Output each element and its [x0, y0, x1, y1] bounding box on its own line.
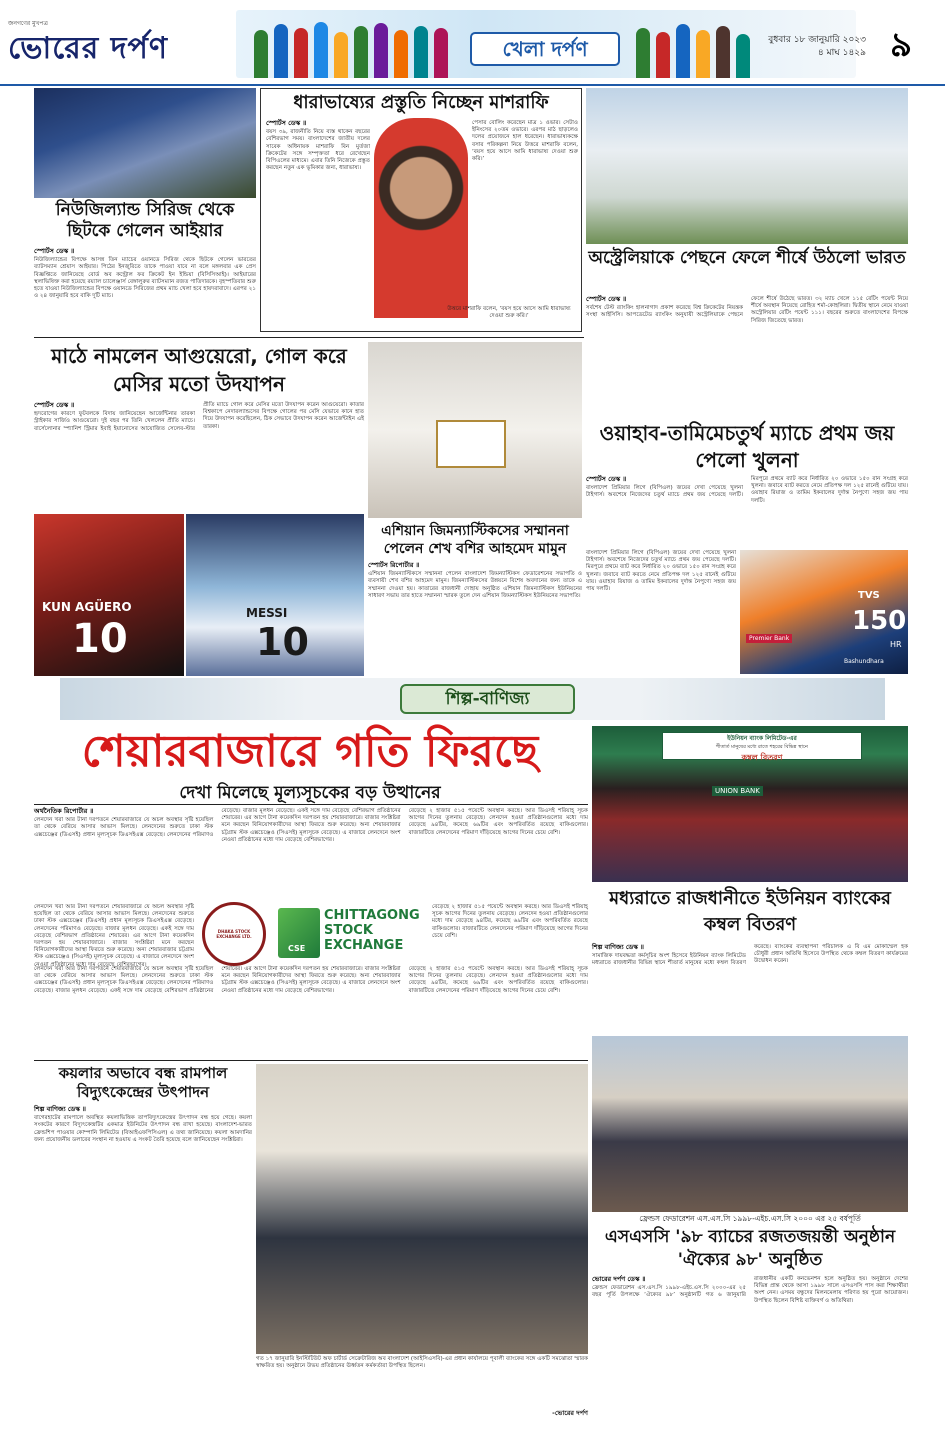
mashrafe-article-left [266, 120, 370, 316]
player-figure [374, 23, 388, 78]
iyer-byline: স্পোর্টস ডেস্ক ॥ [34, 247, 75, 255]
cse-name-line1: CHITTAGONG [324, 908, 420, 923]
ssc98-group-photo [592, 1036, 908, 1212]
player-figure [434, 28, 448, 78]
cse-mark-icon [278, 908, 320, 958]
date-gregorian: বুধবার ১৮ জানুয়ারি ২০২৩ [768, 35, 866, 45]
row-rule [34, 337, 584, 338]
photo-number-text: 150 [852, 606, 907, 636]
mashrafe-headline[interactable]: ধারাভাষ্যের প্রস্তুতি নিচ্ছেন মাশরাফি [293, 92, 549, 113]
india-team-photo [586, 88, 908, 244]
share-body-bottom: লেনদেন খরা আর টানা দরপতনে শেয়ারবাজারে যে অচল অবস্থার সৃষ্টি হয়েছিল তা থেকে বেরিয়ে আসার আভাস মিলছে। লেনদেনের শুরুতে ঢাকা স্টক এক্সচেঞ্জের (ডিএসই) প্রধান মূল্যসূচক ডিএসইএক্স বেড়েছে। লেনদেনের পরিমাণও বেড়েছে। বাজার মূলধন বেড়েছে। একই সঙ্গে দাম বেড়েছে বেশিরভাগ প্রতিষ্ঠানের শেয়ারের। এর আগে টানা কয়েকদিন দরপতন হয় শেয়ারবাজারে। বাজার সংশ্লিষ্টরা মনে করছেন বিনিয়োগকারীদের আস্থা ফিরতে শুরু করেছে। অন্য শেয়ারবাজার চট্টগ্রাম স্টক এক্সচেঞ্জেও (সিএসই) মূল্যসূচক বেড়েছে। এ বাজারে লেনদেনে অংশ নেওয়া প্রতিষ্ঠানের মধ্যে দাম বেড়েছে বেশিরভাগের। [34, 966, 401, 994]
khulna-byline: স্পোর্টস ডেস্ক ॥ [586, 475, 627, 483]
union-headline[interactable]: মধ্যরাতে রাজধানীতে ইউনিয়ন ব্যাংকের কম্বল বিতরণ [609, 888, 891, 935]
union-bank-sign: UNION BANK [712, 786, 763, 796]
aguero-byline: স্পোর্টস ডেস্ক ॥ [34, 401, 75, 409]
date-bengali: ৪ মাঘ ১৪২৯ [817, 48, 866, 58]
award-plaque [436, 420, 506, 468]
iyer-photo [34, 88, 256, 198]
ssc98-article [592, 1276, 908, 1416]
messi-jersey-number: 10 [256, 620, 309, 664]
share-headline[interactable]: শেয়ারবাজারে গতি ফিরছে [81, 726, 539, 777]
masthead [0, 0, 945, 86]
share-body-left: লেনদেন খরা আর টানা দরপতনে শেয়ারবাজারে যে অচল অবস্থার সৃষ্টি হয়েছিল তা থেকে বেরিয়ে আসার আভাস মিলছে। লেনদেনের শুরুতে ঢাকা স্টক এক্সচেঞ্জের (ডিএসই) প্রধান মূল্যসূচক ডিএসইএক্স বেড়েছে। লেনদেনের পরিমাণও বেড়েছে। বাজার মূলধন বেড়েছে। একই সঙ্গে দাম বেড়েছে বেশিরভাগ প্রতিষ্ঠানের শেয়ারের। এর আগে টানা কয়েকদিন দরপতন হয় শেয়ারবাজারে। বাজার সংশ্লিষ্টরা মনে করছেন বিনিয়োগকারীদের আস্থা ফিরতে শুরু করেছে। অন্য শেয়ারবাজার চট্টগ্রাম স্টক এক্সচেঞ্জেও (সিএসই) মূল্যসূচক বেড়েছে। এ বাজারে লেনদেনে অংশ নেওয়া প্রতিষ্ঠানের মধ্যে দাম বেড়েছে বেশিরভাগের। [34, 904, 194, 968]
khulna-body: বাংলাদেশ প্রিমিয়ার লিগে (বিপিএল) জয়ের দেখা পেয়েছে খুলনা টাইগার্স। অবশেষে নিজেদের চতুর্থ ম্যাচে প্রথম জয় পেয়েছে দলটি। মিরপুরে প্রথমে ব্যাট করে নির্ধারিত ২০ ওভারে ১৫০ রান সংগ্রহ করে খুলনা। জবাবে ব্যাট করতে নেমে প্রতিপক্ষ দল ১২৫ রানেই গুটিয়ে যায়। ওয়াহাব রিয়াজ ও তামিম ইকবালের দুর্দান্ত নৈপুণ্যে সহজ জয় পায় দলটি। [586, 476, 908, 504]
paper-logo[interactable] [8, 18, 218, 78]
union-banner-main: কম্বল বিতরণ [741, 753, 783, 762]
share-article-left [34, 904, 194, 968]
office-photo-credit: -ভোরের দর্পণ [552, 1409, 588, 1417]
ssc98-byline: ভোরের দর্পণ ডেস্ক ॥ [592, 1275, 646, 1283]
india-byline: স্পোর্টস ডেস্ক ॥ [586, 295, 627, 303]
india-headline[interactable]: অস্ট্রেলিয়াকে পেছনে ফেলে শীর্ষে উঠলো ভারত [588, 248, 906, 268]
mashrafe-body-left: বয়স ৩৯, রাজনীতি নিয়ে ব্যস্ত থাকেন বছরের বেশিরভাগ সময়। বাংলাদেশের জাতীয় দলের সাবেক অধিনায়ক মাশরাফি বিন মুর্তজা ক্রিকেটের সঙ্গে সম্পৃক্ততা ধরে রেখেছেন বিপিএলের মাধ্যমে। এবার তিনি নিজেকে প্রস্তুত করছেন নতুন এক ভূমিকার জন্য, ধারাভাষ্য। [266, 129, 370, 172]
section-title: খেলা দর্পণ [470, 32, 620, 66]
rampal-headline[interactable]: কয়লার অভাবে বন্ধ রামপাল বিদ্যুৎকেন্দ্রের উৎপাদন [58, 1064, 228, 1101]
union-banner-title: ইউনিয়ন ব্যাংক লিমিটেড-এর [727, 735, 797, 742]
player-figure [314, 22, 328, 78]
share-article-top [34, 808, 588, 902]
gymnastics-article [368, 562, 582, 674]
cse-name [324, 908, 428, 953]
photo-brand-text: TVS [858, 590, 880, 601]
gymnastics-body: এশিয়ান জিমন্যাস্টিকসে সম্মাননা পেলেন বাংলাদেশ জিমন্যাস্টিকস ফেডারেশনের সভাপতি ও ব্যবসায়ী শেখ বশির আহমেদ মামুন। জিমন্যাস্টিকসের উন্নয়নে বিশেষ অবদানের জন্য তাকে এ সম্মাননা দেওয়া হয়। কাতারের রাজধানী দোহায় অনুষ্ঠিত এশিয়ান জিমন্যাস্টিকস ইউনিয়নের সাধারণ সভায় তার হাতে সম্মাননা স্মারক তুলে দেন এশিয়ান জিমন্যাস্টিকস ইউনিয়নের সভাপতি। [368, 571, 582, 599]
gymnastics-award-photo [368, 342, 582, 518]
iyer-headline[interactable]: নিউজিল্যান্ড সিরিজ থেকে ছিটকে গেলেন আইয়ার [55, 200, 235, 241]
share-rule [34, 804, 588, 805]
messi-photo [186, 514, 364, 676]
logo-tagline: জনগণের মুখপত্র [8, 20, 48, 27]
dse-logo-text: DHAKA STOCK EXCHANGE LTD. [216, 929, 252, 939]
gymnastics-headline[interactable]: এশিয়ান জিমন্যাস্টিকসের সম্মাননা পেলেন শেখ বশির আহমেদ মামুন [381, 523, 569, 557]
union-article [592, 944, 908, 1032]
player-figure [394, 30, 408, 78]
mashrafe-body-right: পেসার বোলিং করেছেন মাত্র ১ ওভার। সেটাও ইনিংসের ২০তম ওভারে। এরপর মাঠ ছাড়লেও দলের প্রয়োজনে হাল ধরেছেন। ধারাভাষ্যকক্ষে বসার পরিকল্পনা নিয়ে উত্তরে মাশরাফি বলেন, ‘বয়স হয়ে আসে আমি ধারাভাষ্য দেওয়া শুরু করি।’ [472, 120, 578, 163]
player-figure [334, 32, 348, 78]
share-body-col2: বেড়েছে ২ হাজার ৫১৫ পয়েন্টে অবস্থান করছে। আর ডিএসই শরিয়াহ্ সূচক আগের দিনের তুলনায় বেড়েছে। লেনদেন হওয়া প্রতিষ্ঠানগুলোর মধ্যে দাম বেড়েছে ৯৪টির, কমেছে ৬৯টির এবং অপরিবর্তিত রয়েছে বাকিগুলোর। বাজারটিতে লেনদেনের পরিমাণ দাঁড়িয়েছে আগের দিনের চেয়ে বেশি। [408, 808, 588, 836]
aguero-photo [34, 514, 184, 676]
player-figure [254, 30, 268, 78]
share-body-right: বেড়েছে ২ হাজার ৫১৫ পয়েন্টে অবস্থান করছে। আর ডিএসই শরিয়াহ্ সূচক আগের দিনের তুলনায় বেড়েছে। লেনদেন হওয়া প্রতিষ্ঠানগুলোর মধ্যে দাম বেড়েছে ৯৪টির, কমেছে ৬৯টির এবং অপরিবর্তিত রয়েছে বাকিগুলোর। বাজারটিতে লেনদেনের পরিমাণ দাঁড়িয়েছে আগের দিনের চেয়ে বেশি। [432, 904, 588, 939]
cse-abbr: CSE [288, 944, 306, 953]
khulna-body-cont: বাংলাদেশ প্রিমিয়ার লিগে (বিপিএল) জয়ের দেখা পেয়েছে খুলনা টাইগার্স। অবশেষে নিজেদের চতুর্থ ম্যাচে প্রথম জয় পেয়েছে দলটি। মিরপুরে প্রথমে ব্যাট করে নির্ধারিত ২০ ওভারে ১৫০ রান সংগ্রহ করে খুলনা। জবাবে ব্যাট করতে নেমে প্রতিপক্ষ দল ১২৫ রানেই গুটিয়ে যায়। ওয়াহাব রিয়াজ ও তামিম ইকবালের দুর্দান্ত নৈপুণ্যে সহজ জয় পায় দলটি। [586, 550, 736, 593]
photo-sub-text: HR [890, 640, 902, 649]
rampal-body: বাগেরহাটের রামপালে অবস্থিত কয়লাভিত্তিক তাপবিদ্যুৎকেন্দ্রের উৎপাদন বন্ধ হয়ে গেছে। কয়লা সংকটের কারণে বিদ্যুৎকেন্দ্রটির একমাত্র ইউনিটের উৎপাদন বন্ধ রাখা হয়েছে। বাংলাদেশ-ভারত ফ্রেন্ডশিপ পাওয়ার কোম্পানি লিমিটেড (বিআইএফপিসিএল) এ তথ্য জানিয়েছে। কয়লা আমদানির জন্য প্রয়োজনীয় ডলারের সংস্থান না হওয়ায় এ সংকট তৈরি হয়েছে বলে জানিয়েছেন সংশ্লিষ্টরা। [34, 1115, 252, 1143]
share-byline: অর্থনৈতিক রিপোর্টার ॥ [34, 807, 94, 815]
cse-name-line3: EXCHANGE [324, 938, 404, 953]
player-figure [716, 26, 730, 78]
share-body: লেনদেন খরা আর টানা দরপতনে শেয়ারবাজারে যে অচল অবস্থার সৃষ্টি হয়েছিল তা থেকে বেরিয়ে আসার আভাস মিলছে। লেনদেনের শুরুতে ঢাকা স্টক এক্সচেঞ্জের (ডিএসই) প্রধান মূল্যসূচক ডিএসইএক্স বেড়েছে। লেনদেনের পরিমাণও বেড়েছে। বাজার মূলধন বেড়েছে। একই সঙ্গে দাম বেড়েছে বেশিরভাগ প্রতিষ্ঠানের শেয়ারের। এর আগে টানা কয়েকদিন দরপতন হয় শেয়ারবাজারে। বাজার সংশ্লিষ্টরা মনে করছেন বিনিয়োগকারীদের আস্থা ফিরতে শুরু করেছে। অন্য শেয়ারবাজার চট্টগ্রাম স্টক এক্সচেঞ্জেও (সিএসই) মূল্যসূচক বেড়েছে। এ বাজারে লেনদেনে অংশ নেওয়া প্রতিষ্ঠানের মধ্যে দাম বেড়েছে বেশিরভাগের। [34, 808, 401, 843]
gymnastics-byline: স্পোর্টস রিপোর্টার ॥ [368, 561, 420, 569]
messi-jersey-name: MESSI [246, 606, 288, 620]
mashrafe-photo [374, 118, 468, 318]
union-banner [662, 732, 862, 760]
photo-bank-text: Premier Bank [746, 634, 792, 643]
masthead-rule [0, 84, 945, 86]
player-figure [294, 28, 308, 78]
paper-name: ভোরের দর্পণ [8, 31, 168, 66]
ssc98-photo-caption: ফ্রেন্ডস ফেডারেশন এস.এস.সি ১৯৯৮-এইচ.এস.সি ২০০০ এর ২৫ বর্ষপূর্তি [639, 1214, 861, 1223]
business-section-title: শিল্প-বাণিজ্য [400, 684, 575, 714]
office-photo-caption: গত ১৭ জানুয়ারি ইনস্টিটিউট অফ চার্টার্ড সেক্রেটারিজ অব বাংলাদেশ (আইসিএসবি)-এর প্রধান কার্যালয়ে পূবালী ব্যাংকের সঙ্গে একটি সমঝোতা স্মারক স্বাক্ষরিত হয়। অনুষ্ঠানে উভয় প্রতিষ্ঠানের ঊর্ধ্বতন কর্মকর্তারা উপস্থিত ছিলেন। [256, 1356, 588, 1370]
cse-name-line2: STOCK [324, 923, 373, 938]
player-figure [274, 24, 288, 78]
ssc98-headline[interactable]: এসএসসি '৯৮ ব্যাচের রজতজয়ন্তী অনুষ্ঠান 'ঐক্যের ৯৮' অনুষ্ঠিত [604, 1227, 896, 1270]
cse-logo [278, 904, 428, 962]
share-article-right [432, 904, 588, 964]
player-figure [354, 26, 368, 78]
iyer-article [34, 248, 256, 332]
union-body: সামাজিক দায়বদ্ধতা কর্মসূচির অংশ হিসেবে ইউনিয়ন ব্যাংক লিমিটেড মধ্যরাতে রাজধানীর বিভিন্ন স্থানে শীতার্ত মানুষের মধ্যে কম্বল বিতরণ করেছে। ব্যাংকের ব্যবস্থাপনা পরিচালক এ বি এম মোকাম্মেল হক চৌধুরী প্রধান অতিথি হিসেবে উপস্থিত থেকে কম্বল বিতরণ কার্যক্রমের উদ্বোধন করেন। [592, 944, 908, 967]
union-byline: শিল্প বাণিজ্য ডেস্ক ॥ [592, 943, 644, 951]
iyer-body: নিউজিল্যান্ডের বিপক্ষে আসন্ন তিন ম্যাচের ওয়ানডে সিরিজ থেকে ছিটকে গেলেন ভারতের ব্যাটসম্যান শ্রেয়াস আইয়ার। পিঠের ইনজুরিতে তাকে পাওয়া যাবে না বলে মঙ্গলবার এক প্রেস বিজ্ঞপ্তিতে জানিয়েছে বোর্ড অব কন্ট্রোল ফর ক্রিকেট ইন ইন্ডিয়া (বিসিসিআই)। আইয়ারের স্থলাভিষিক্ত করা হয়েছে রয়্যাল চ্যালেঞ্জার্স বেঙ্গালুরুর ব্যাটসম্যান রজত পাতিদারকে। বৃহস্পতিবার শুরু হতে যাওয়া নিউজিল্যান্ডের বিপক্ষে ওয়ানডে সিরিজের প্রথম ম্যাচ খেলা হবে হায়দরাবাদে। এরপর ২১ ও ২৪ জানুয়ারি হবে বাকি দুটি ম্যাচ। [34, 257, 256, 300]
ssc98-body: ফ্রেন্ডস ফেডারেশন এস.এস.সি ১৯৯৮-এইচ.এস.সি ২০০০-এর ২৫ বছর পূর্তি উপলক্ষে ‘ঐক্যের ৯৮’ অনুষ্ঠানটি গত ৬ জানুয়ারি রাজধানীর একটি কনভেনশন হলে অনুষ্ঠিত হয়। অনুষ্ঠানে দেশের বিভিন্ন প্রান্ত থেকে আসা ১৯৯৮ সালে এসএসসি পাস করা শিক্ষার্থীরা অংশ নেন। এসময় বন্ধুদের মিলনমেলায় পরিণত হয় পুরো আয়োজন। উপস্থিত ছিলেন বিশিষ্ট ব্যক্তিবর্গ ও অতিথিরা। [592, 1276, 908, 1304]
india-article [586, 296, 908, 414]
union-bank-photo [592, 726, 908, 882]
page-number: ৯ [889, 25, 913, 65]
aguero-body: হৃদরোগের কারণে ফুটবলকে বিদায় জানিয়েছেন আর্জেন্টিনার তারকা স্ট্রাইকার সার্জিও আগুয়েরো। দুই বছর পর তিনি খেললেন প্রীতি ম্যাচে। বার্সেলোনার স্প্যানিশ স্ট্রিমার ইবাই ইয়ানোসের আয়োজিত সেলেব-স্টার প্রীতি ম্যাচে গোল করে মেসির মতো উদযাপন করেন আগুয়েরো। কাতার বিশ্বকাপে নেদারল্যান্ডসের বিপক্ষে গোলের পর মেসি যেভাবে কানে হাত দিয়ে উদযাপন করেছিলেন, ঠিক সেভাবে উদযাপন করেন আর্জেন্টাইন এই তারকা। [34, 402, 364, 432]
share-subheadline: দেখা মিলেছে মূল্যসূচকের বড় উত্থানের [179, 783, 441, 803]
india-body: সর্বশেষ টেস্ট র‍্যাংকিং হালনাগাদ প্রকাশ করেছে বিশ্ব ক্রিকেটের নিয়ন্ত্রক সংস্থা আইসিসি। আপডেটেড র‍্যাংকিং অনুযায়ী অস্ট্রেলিয়াকে পেছনে ফেলে শীর্ষে উঠেছে ভারত। ৩২ ম্যাচ খেলে ১১৫ রেটিং পয়েন্ট নিয়ে শীর্ষে অবস্থান নিয়েছে রোহিত শর্মা-কোহলিরা। দ্বিতীয় স্থানে নেমে যাওয়া অস্ট্রেলিয়ার রেটিং পয়েন্ট ১১১। বছরের শুরুতে বাংলাদেশের বিপক্ষে সিরিজ জিতেছে ভারত। [586, 296, 908, 324]
union-banner-sub: শীতার্ত মানুষের মধ্যে রাতে শহরের বিভিন্ন স্থানে [716, 744, 808, 750]
khulna-headline[interactable]: ওয়াহাব-তামিমেচতুর্থ ম্যাচে প্রথম জয় পেলো খুলনা [599, 421, 895, 472]
mashrafe-article-right [472, 120, 578, 304]
date-box [756, 34, 866, 60]
player-figure [696, 30, 710, 78]
khulna-article-bottom [586, 550, 736, 674]
dse-logo [202, 902, 266, 966]
mashrafe-byline: স্পোর্টস ডেস্ক ॥ [266, 119, 307, 127]
aguero-jersey-name: KUN AGÜERO [42, 600, 132, 614]
aguero-jersey-number: 10 [72, 616, 128, 662]
share-body-bottom2: বেড়েছে ২ হাজার ৫১৫ পয়েন্টে অবস্থান করছে। আর ডিএসই শরিয়াহ্ সূচক আগের দিনের তুলনায় বেড়েছে। লেনদেন হওয়া প্রতিষ্ঠানগুলোর মধ্যে দাম বেড়েছে ৯৪টির, কমেছে ৬৯টির এবং অপরিবর্তিত রয়েছে বাকিগুলোর। বাজারটিতে লেনদেনের পরিমাণ দাঁড়িয়েছে আগের দিনের চেয়ে বেশি। [408, 966, 588, 994]
mashrafe-quote: উত্তরে মাশরাফি বলেন, ‘বয়স হয়ে আসে আমি ধারাভাষ্য দেওয়া শুরু করি।’ [447, 306, 571, 320]
player-figure [414, 26, 428, 78]
rampal-byline: শিল্প বাণিজ্য ডেস্ক ॥ [34, 1105, 86, 1113]
office-photo [256, 1064, 588, 1354]
player-figure [656, 32, 670, 78]
rampal-article [34, 1106, 252, 1416]
player-figure [636, 28, 650, 78]
player-figure [736, 34, 750, 78]
aguero-article [34, 402, 364, 512]
row-rule [34, 1060, 588, 1061]
khulna-photo [740, 550, 908, 674]
khulna-article-top [586, 476, 908, 548]
aguero-headline[interactable]: মাঠে নামলেন আগুয়েরো, গোল করে মেসির মতো উদযাপন [51, 344, 347, 396]
player-figure [676, 24, 690, 78]
photo-sponsor-text: Bashundhara [844, 658, 884, 665]
share-article-bottom [34, 966, 588, 1058]
